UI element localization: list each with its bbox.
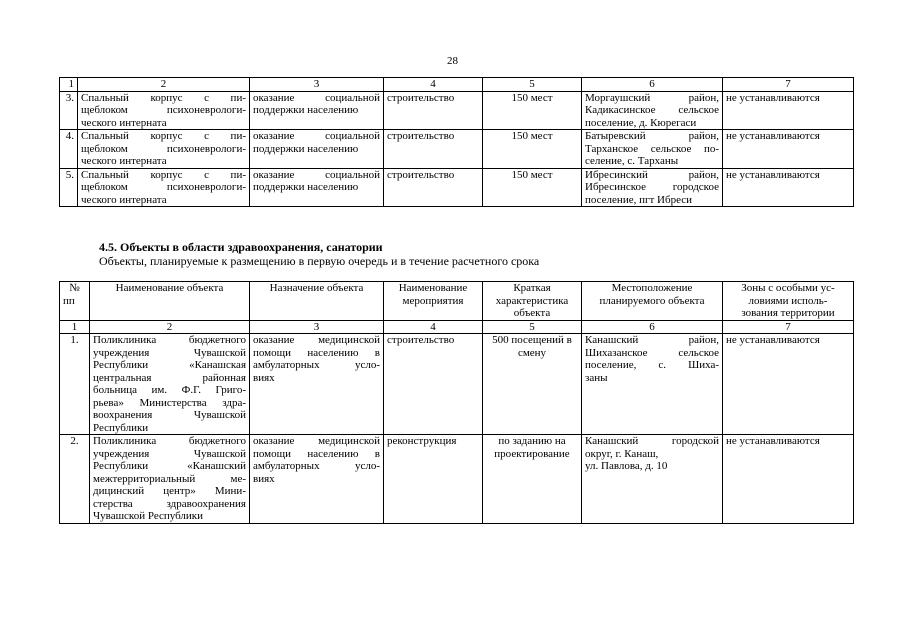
table-row [60, 168, 854, 207]
header-characteristic: Краткая характеристика объекта [483, 282, 582, 321]
object-activity: строительство [384, 130, 483, 169]
col-number: 7 [723, 78, 854, 92]
object-zones: не устанавливаются [723, 130, 854, 169]
object-location: Моргаушский район, Кадикасинское сельское поселение, д. Кюрегаси [582, 91, 723, 130]
object-name: Поликлиника бюджетного учреждения Чувашской Республики «Канашская центральная районная больница им. Ф.Г. Григо- рьева» Министерства здра- воохранения Чувашской Республики [90, 334, 250, 435]
object-name: Спальный корпус с пи- щеблоком психоневрологи- ческого интерната [78, 91, 250, 130]
header-num: № пп [60, 282, 90, 321]
col-number: 1 [60, 320, 90, 334]
row-number: 3. [60, 91, 78, 130]
object-purpose: оказание социальной поддержки населению [250, 130, 384, 169]
object-activity: строительство [384, 168, 483, 207]
healthcare-objects-table [59, 281, 854, 524]
row-number: 5. [60, 168, 78, 207]
object-activity: реконструкция [384, 435, 483, 524]
object-purpose: оказание медицинской помощи населению в амбулаторных усло- виях [250, 435, 384, 524]
col-number: 5 [483, 78, 582, 92]
object-name: Поликлиника бюджетного учреждения Чувашской Республики «Канашский межтерриториальный ме- дицинский центр» Мини- стерства здравоохранения Чувашской Республики [90, 435, 250, 524]
table-row [60, 130, 854, 169]
object-location: Канашский район, Шихазанское сельское поселение, с. Шиха- заны [582, 334, 723, 435]
object-characteristic: 150 мест [483, 130, 582, 169]
object-purpose: оказание социальной поддержки населению [250, 168, 384, 207]
row-number: 2. [60, 435, 90, 524]
object-zones: не устанавливаются [723, 435, 854, 524]
object-characteristic: 500 посещений в смену [483, 334, 582, 435]
object-zones: не устанавливаются [723, 334, 854, 435]
column-number-row [60, 78, 854, 92]
col-number: 3 [250, 78, 384, 92]
col-number: 3 [250, 320, 384, 334]
header-row [60, 282, 854, 321]
object-zones: не устанавливаются [723, 91, 854, 130]
section-subtitle: Объекты, планируемые к размещению в первую очередь и в течение расчетного срока [99, 254, 540, 268]
object-purpose: оказание медицинской помощи населению в амбулаторных усло- виях [250, 334, 384, 435]
column-number-row [60, 320, 854, 334]
col-number: 7 [723, 320, 854, 334]
row-number: 4. [60, 130, 78, 169]
object-activity: строительство [384, 91, 483, 130]
object-characteristic: по заданию на проектирование [483, 435, 582, 524]
object-activity: строительство [384, 334, 483, 435]
header-zones: Зоны с особыми ус- ловиями исполь- зования территории [723, 282, 854, 321]
table-row [60, 334, 854, 435]
col-number: 1 [60, 78, 78, 92]
social-objects-table [59, 77, 854, 207]
col-number: 2 [90, 320, 250, 334]
object-purpose: оказание социальной поддержки населению [250, 91, 384, 130]
object-name: Спальный корпус с пи- щеблоком психоневрологи- ческого интерната [78, 130, 250, 169]
col-number: 2 [78, 78, 250, 92]
object-characteristic: 150 мест [483, 168, 582, 207]
col-number: 5 [483, 320, 582, 334]
header-activity: Наименование мероприятия [384, 282, 483, 321]
table-row [60, 91, 854, 130]
header-name: Наименование объекта [90, 282, 250, 321]
col-number: 6 [582, 320, 723, 334]
object-location: Ибресинский район, Ибресинское городское поселение, пгт Ибреси [582, 168, 723, 207]
header-location: Местоположение планируемого объекта [582, 282, 723, 321]
object-location: Батыревский район, Тарханское сельское по- селение, с. Тарханы [582, 130, 723, 169]
table-row [60, 435, 854, 524]
row-number: 1. [60, 334, 90, 435]
object-location: Канашский городской округ, г. Канаш, ул. Павлова, д. 10 [582, 435, 723, 524]
col-number: 4 [384, 78, 483, 92]
col-number: 4 [384, 320, 483, 334]
page-number: 28 [447, 55, 458, 67]
object-characteristic: 150 мест [483, 91, 582, 130]
col-number: 6 [582, 78, 723, 92]
header-purpose: Назначение объекта [250, 282, 384, 321]
section-title: 4.5. Объекты в области здравоохранения, санатории [99, 240, 383, 254]
object-zones: не устанавливаются [723, 168, 854, 207]
object-name: Спальный корпус с пи- щеблоком психоневрологи- ческого интерната [78, 168, 250, 207]
